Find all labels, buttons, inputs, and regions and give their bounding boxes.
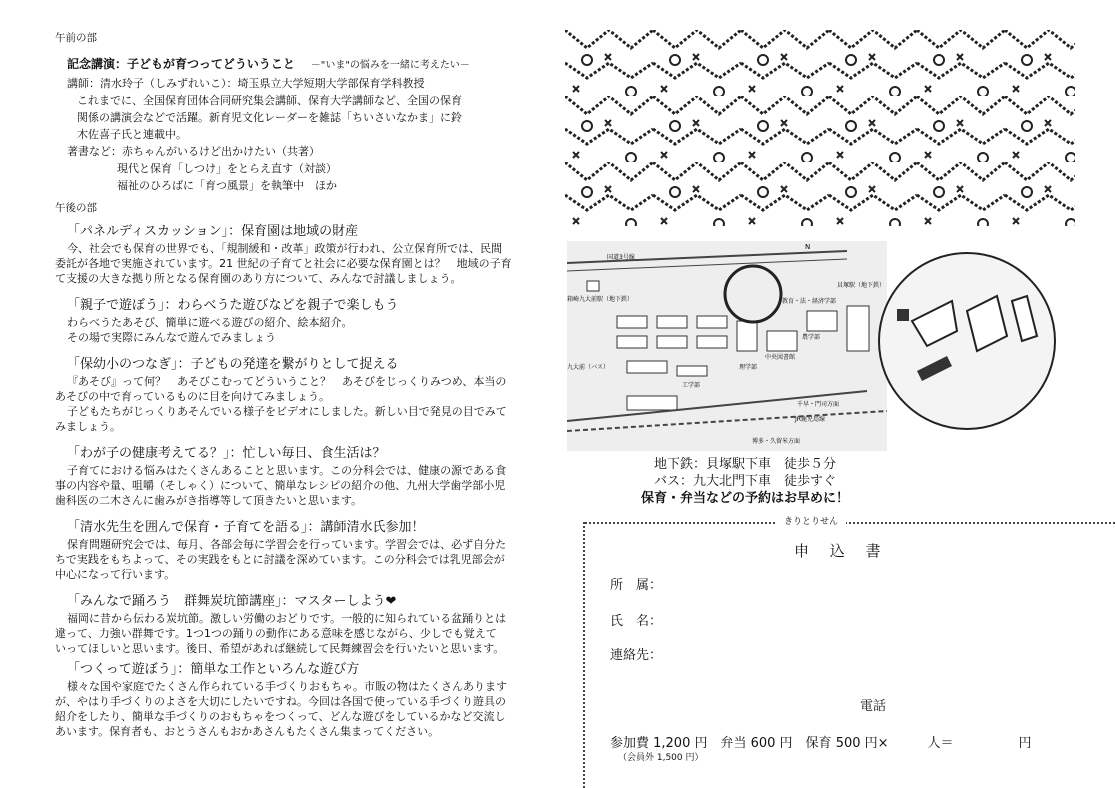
fee-line: 参加費 1,200 円 弁当 600 円 保育 500 円× 人＝ 円: [610, 736, 1032, 751]
session: [55, 445, 550, 508]
session: [55, 297, 550, 345]
works-line: 福祉のひろばに「育つ風景」を執筆中 ほか: [117, 179, 337, 192]
map-label: 千早・門司方面: [797, 401, 840, 408]
map-label: 九大前（バス）: [567, 364, 610, 371]
session-text: 中心になって行います。: [55, 568, 176, 581]
map-label: 中央図書館: [765, 354, 796, 361]
map-label: N: [805, 243, 811, 251]
morning-heading: 午前の部: [55, 32, 97, 44]
bio-line: 木佐喜子氏と連載中。: [77, 128, 187, 141]
session-title: 「親子で遊ぼう」：わらべうた遊びなどを親子で楽しもう: [67, 298, 399, 313]
decorative-pattern: [565, 30, 1075, 226]
session: [55, 661, 550, 739]
session-text: 様々な国や家庭でたくさん作られている手づくりおもちゃ。市販の物はたくさんあります: [67, 680, 507, 693]
session-text: 委託が各地で実施されています。21 世紀の子育てと社会に必要な保育園とは？ 地域の子育: [55, 257, 512, 270]
session-title: 「清水先生を囲んで保育・子育てを語る」：講師清水氏参加！: [67, 520, 425, 535]
session-text: 違って、力強い群舞です。1つ1つの踊りの動作にある意味を感じながら、少しでも覚えて: [55, 627, 497, 640]
affiliation-field[interactable]: 所 属：: [610, 578, 663, 593]
reservation-notice: 保育・弁当などの予約はお早めに！: [640, 491, 849, 506]
session-text: 紹介をしたり、簡単な手づくりのおもちゃをつくって、どんな遊びをしているかなど交流し: [55, 710, 506, 723]
session: [55, 593, 550, 656]
map-label: 農学部: [802, 334, 821, 341]
session-text: て支援の大きな拠り所となる保育園のあり方について、みんなで討議しましょう。: [55, 272, 462, 285]
map-label: 博多・久留米方面: [752, 438, 801, 445]
session: [55, 223, 550, 286]
session-title: 「みんなで踊ろう 群舞炭坑節講座」：マスターしよう❤: [67, 594, 397, 609]
phone-field[interactable]: 電話: [860, 699, 887, 714]
contact-field[interactable]: 連絡先：: [610, 648, 663, 663]
form-title: 申 込 書: [794, 542, 889, 560]
lecture-title: 記念講演：子どもが育つってどういうこと: [67, 57, 295, 71]
session-text: みましょう。: [55, 420, 121, 433]
session-text: ちで実践をもちよって、その実践をもとに討議を深めています。この分科会では乳児部会が: [55, 553, 505, 566]
session-title: 「保幼小のつなぎ」：子どもの発達を繋がりとして捉える: [67, 357, 399, 372]
session-text: その場で実際にみんなで遊んでみましょう: [67, 331, 276, 344]
map-label: JR鹿児島線: [795, 416, 825, 423]
name-field[interactable]: 氏 名：: [610, 614, 663, 629]
map-label: 理学部: [739, 364, 758, 371]
session-title: 「パネルディスカッション」：保育園は地域の財産: [67, 224, 359, 239]
map-label: 工学部: [682, 382, 701, 389]
bio-line: これまでに、全国保育団体合同研究集会講師、保育大学講師など、全国の保育: [77, 94, 462, 107]
lecture-line: [55, 55, 550, 75]
session-text: 福岡に昔から伝わる炭坑節。激しい労働のおどりです。一般的に知られている盆踊りとは: [67, 612, 507, 625]
session: [55, 519, 550, 582]
session-text: いってほしいと思います。後日、希望があれば継続して民舞練習会を行いたいと思います。: [55, 642, 505, 655]
bus-access: バス：九大北門下車 徒歩すぐ: [653, 474, 836, 489]
session-text: 子どもたちがじっくりあそんでいる様子をビデオにしました。新しい目で発見の目でみて: [67, 405, 507, 418]
session-text: 『あそび』って何？ あそびこむってどういうこと？ あそびをじっくりみつめ、本当の: [67, 375, 507, 388]
session-text: あそびの中で育っているものに目を向けてみましょう。: [55, 390, 330, 403]
session-text: が、やはり手づくりのよさを大切にしたいですね。今回は各国で使っている手づくり遊具の: [55, 695, 506, 708]
afternoon-heading: 午後の部: [55, 202, 97, 214]
campus-map: [567, 241, 1067, 451]
map-label: 貝塚駅（地下鉄）: [837, 282, 886, 289]
access-info: [565, 456, 925, 507]
works-line: 現代と保育「しつけ」をとらえ直す（対談）: [117, 162, 337, 175]
session: [55, 356, 550, 434]
session-text: 保育問題研究会では、毎月、各部会毎に学習会を行っています。学習会では、必ず自分た: [67, 538, 507, 551]
pattern-svg: [565, 30, 1075, 226]
session-text: 子育てにおける悩みはたくさんあることと思います。この分科会では、健康の源である食: [67, 464, 507, 477]
cut-label: きりとりせん: [776, 514, 846, 527]
bio-line: 関係の講演会などで活躍。新育児文化レーダーを雑誌「ちいさいなかま」に鈴: [77, 111, 462, 124]
lecture-subtitle: －"いま"の悩みを一緒に考えたい－: [310, 60, 470, 71]
subway-access: 地下鉄：貝塚駅下車 徒歩５分: [653, 457, 836, 472]
session-text: 歯科医の二木さんに歯みがき指導等して頂きたいと思います。: [55, 494, 363, 507]
session-text: 今、社会でも保育の世界でも、「規制緩和・改革」政策が行われ、公立保育所では、民間: [67, 242, 503, 255]
session-text: あいます。保育者も、おとうさんもおかあさんもたくさん集まってください。: [55, 725, 440, 738]
map-label: 国道3号線: [607, 254, 635, 261]
program-column: [55, 30, 550, 739]
session-title: 「つくって遊ぼう」：簡単な工作といろんな遊び方: [67, 662, 360, 677]
works-line: 著書など：赤ちゃんがいるけど出かけたい（共著）: [67, 145, 320, 158]
cut-line: [585, 522, 1115, 524]
map-label: 教育・法・経済学部: [782, 298, 837, 305]
map-label: 箱崎九大前駅（地下鉄）: [567, 296, 634, 303]
session-text: 事の内容や量、咀嚼（そしゃく）について、簡単なレシピの紹介の他、九州大学歯学部小児: [55, 479, 506, 492]
nonmember-fee: （会員外 1,500 円）: [618, 753, 704, 763]
cut-line-vertical: [583, 522, 585, 788]
session-text: わらべうたあそび、簡単に遊べる遊びの紹介、絵本紹介。: [67, 316, 353, 329]
session-title: 「わが子の健康考えてる？」：忙しい毎日、食生活は？: [67, 446, 386, 461]
lecturer: 講師：清水玲子（しみずれいこ）：埼玉県立大学短期大学部保育学科教授: [67, 77, 425, 90]
